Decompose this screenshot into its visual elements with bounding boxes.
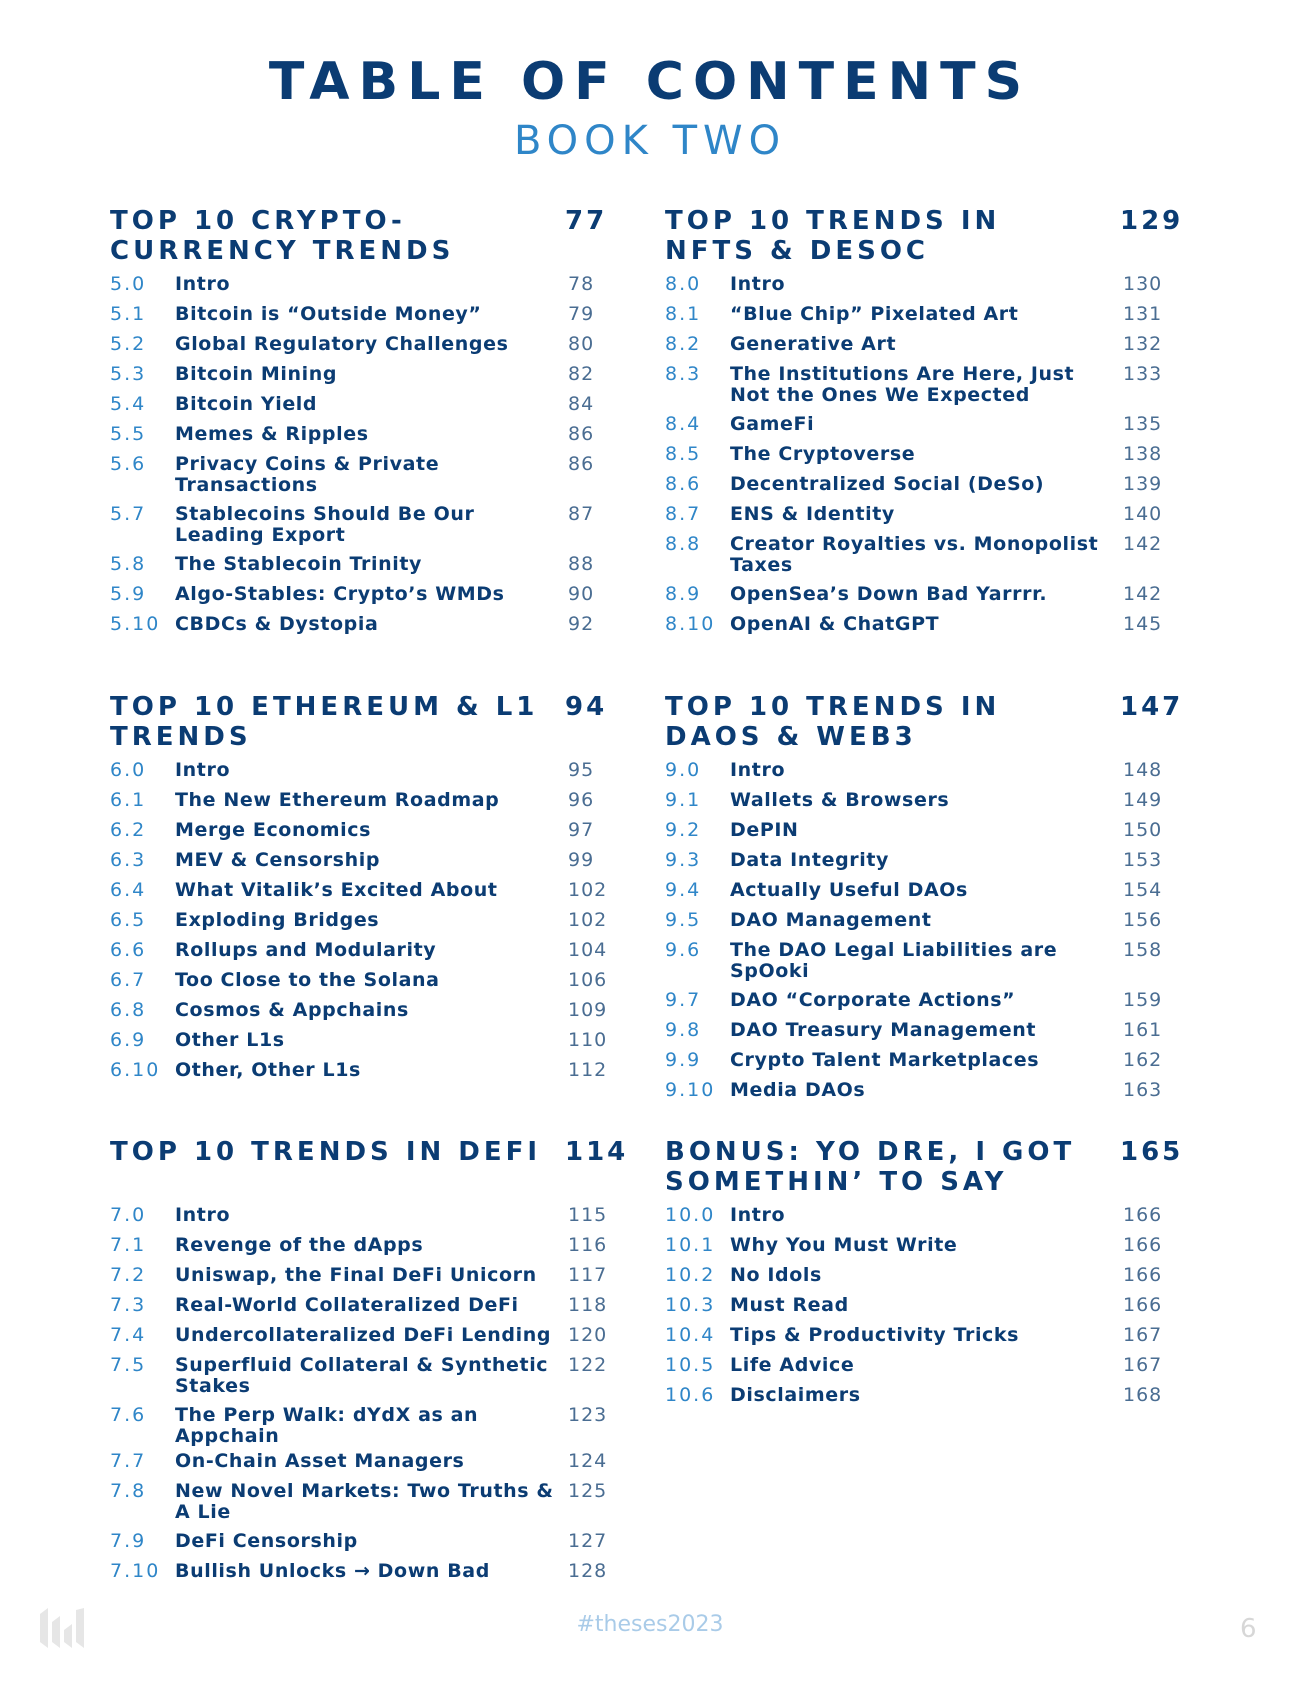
entry-label: DePIN bbox=[730, 819, 799, 841]
toc-section-nfts bbox=[665, 206, 1185, 640]
entry-page: 127 bbox=[568, 1530, 608, 1552]
toc-entry bbox=[110, 300, 630, 330]
entry-label: No Idols bbox=[730, 1264, 822, 1286]
toc-entry bbox=[665, 816, 1185, 846]
toc-entry bbox=[110, 996, 630, 1026]
section-title: TOP 10 ETHEREUM & L1 TRENDS bbox=[110, 692, 539, 752]
entry-page: 135 bbox=[1123, 413, 1163, 435]
entry-page: 138 bbox=[1123, 443, 1163, 465]
entry-label: Intro bbox=[730, 759, 786, 781]
entry-page: 153 bbox=[1123, 849, 1163, 871]
entry-number: 9.5 bbox=[665, 909, 702, 931]
entry-page: 78 bbox=[568, 273, 595, 295]
entry-number: 10.2 bbox=[665, 1264, 716, 1286]
entry-label: The Institutions Are Here, Just Not the Ones We Expected bbox=[730, 363, 1075, 406]
entry-label: Life Advice bbox=[730, 1354, 855, 1376]
entry-label: Bitcoin Yield bbox=[175, 393, 318, 415]
entry-label: Actually Useful DAOs bbox=[730, 879, 968, 901]
toc-entry bbox=[110, 1557, 630, 1587]
entry-number: 7.7 bbox=[110, 1450, 147, 1472]
entry-number: 6.10 bbox=[110, 1059, 161, 1081]
entry-number: 5.10 bbox=[110, 613, 161, 635]
section-page: 129 bbox=[1120, 206, 1184, 236]
entry-number: 9.9 bbox=[665, 1049, 702, 1071]
entry-label: DeFi Censorship bbox=[175, 1530, 358, 1552]
entry-number: 8.5 bbox=[665, 443, 702, 465]
toc-entry bbox=[110, 1527, 630, 1557]
entry-label: DAO Treasury Management bbox=[730, 1019, 1037, 1041]
toc-section-crypto bbox=[110, 206, 630, 640]
entry-page: 84 bbox=[568, 393, 595, 415]
entry-page: 109 bbox=[568, 999, 608, 1021]
entry-number: 5.8 bbox=[110, 553, 147, 575]
entry-label: Privacy Coins & Private Transactions bbox=[175, 453, 440, 496]
toc-entry bbox=[665, 1046, 1185, 1076]
toc-entry bbox=[665, 440, 1185, 470]
entry-label: Bitcoin is “Outside Money” bbox=[175, 303, 482, 325]
entry-number: 8.0 bbox=[665, 273, 702, 295]
toc-entry bbox=[110, 936, 630, 966]
toc-entry bbox=[110, 500, 630, 550]
entry-label: Too Close to the Solana bbox=[175, 969, 440, 991]
toc-entry bbox=[110, 786, 630, 816]
entry-label: Wallets & Browsers bbox=[730, 789, 950, 811]
entry-page: 99 bbox=[568, 849, 595, 871]
toc-entry bbox=[665, 330, 1185, 360]
entry-page: 80 bbox=[568, 333, 595, 355]
entry-number: 5.6 bbox=[110, 453, 147, 475]
entry-number: 7.6 bbox=[110, 1404, 147, 1426]
entry-number: 7.1 bbox=[110, 1234, 147, 1256]
toc-entry bbox=[665, 1321, 1185, 1351]
entry-page: 161 bbox=[1123, 1019, 1163, 1041]
entry-page: 92 bbox=[568, 613, 595, 635]
entry-number: 6.6 bbox=[110, 939, 147, 961]
entry-page: 163 bbox=[1123, 1079, 1163, 1101]
entry-label: The Perp Walk: dYdX as an Appchain bbox=[175, 1404, 479, 1447]
toc-entry bbox=[665, 470, 1185, 500]
entry-page: 131 bbox=[1123, 303, 1163, 325]
toc-entry bbox=[110, 966, 630, 996]
section-title: TOP 10 TRENDS IN NFTS & DESOC bbox=[665, 206, 1001, 266]
entry-page: 116 bbox=[568, 1234, 608, 1256]
toc-entry bbox=[110, 610, 630, 640]
entry-page: 102 bbox=[568, 909, 608, 931]
entry-number: 7.2 bbox=[110, 1264, 147, 1286]
entry-number: 9.4 bbox=[665, 879, 702, 901]
entry-label: Other L1s bbox=[175, 1029, 285, 1051]
entry-label: Intro bbox=[730, 273, 786, 295]
toc-section-daos bbox=[665, 692, 1185, 1106]
entry-page: 79 bbox=[568, 303, 595, 325]
entry-page: 166 bbox=[1123, 1264, 1163, 1286]
entry-number: 7.9 bbox=[110, 1530, 147, 1552]
toc-entry bbox=[110, 756, 630, 786]
entry-number: 8.6 bbox=[665, 473, 702, 495]
entry-page: 123 bbox=[568, 1404, 608, 1426]
entry-number: 7.5 bbox=[110, 1354, 147, 1376]
entry-number: 9.7 bbox=[665, 989, 702, 1011]
page-title: TABLE OF CONTENTS bbox=[268, 52, 1032, 112]
entry-label: Superfluid Collateral & Synthetic Stakes bbox=[175, 1354, 549, 1397]
entry-label: Other, Other L1s bbox=[175, 1059, 361, 1081]
entry-number: 10.4 bbox=[665, 1324, 716, 1346]
entry-number: 9.0 bbox=[665, 759, 702, 781]
entry-number: 7.10 bbox=[110, 1560, 161, 1582]
entry-label: OpenSea’s Down Bad Yarrrr. bbox=[730, 583, 1048, 605]
entry-page: 120 bbox=[568, 1324, 608, 1346]
toc-entry bbox=[110, 390, 630, 420]
entry-number: 10.1 bbox=[665, 1234, 716, 1256]
entry-page: 142 bbox=[1123, 583, 1163, 605]
entry-label: Crypto Talent Marketplaces bbox=[730, 1049, 1040, 1071]
entry-page: 112 bbox=[568, 1059, 608, 1081]
toc-entry bbox=[665, 610, 1185, 640]
toc-entry bbox=[110, 816, 630, 846]
entry-page: 125 bbox=[568, 1480, 608, 1502]
entry-page: 117 bbox=[568, 1264, 608, 1286]
entry-page: 82 bbox=[568, 363, 595, 385]
entry-label: Disclaimers bbox=[730, 1384, 861, 1406]
entry-page: 128 bbox=[568, 1560, 608, 1582]
entry-number: 5.2 bbox=[110, 333, 147, 355]
toc-entry bbox=[110, 270, 630, 300]
toc-entry-list bbox=[665, 756, 1185, 1106]
entry-page: 166 bbox=[1123, 1294, 1163, 1316]
entry-label: Exploding Bridges bbox=[175, 909, 380, 931]
toc-entry bbox=[665, 360, 1185, 410]
entry-number: 6.8 bbox=[110, 999, 147, 1021]
entry-label: Creator Royalties vs. Monopolist Taxes bbox=[730, 533, 1099, 576]
entry-page: 118 bbox=[568, 1294, 608, 1316]
entry-label: Stablecoins Should Be Our Leading Export bbox=[175, 503, 475, 546]
toc-entry bbox=[110, 1291, 630, 1321]
entry-number: 8.9 bbox=[665, 583, 702, 605]
entry-page: 168 bbox=[1123, 1384, 1163, 1406]
entry-number: 10.0 bbox=[665, 1204, 716, 1226]
entry-number: 10.3 bbox=[665, 1294, 716, 1316]
entry-page: 97 bbox=[568, 819, 595, 841]
entry-page: 154 bbox=[1123, 879, 1163, 901]
entry-label: MEV & Censorship bbox=[175, 849, 381, 871]
entry-page: 132 bbox=[1123, 333, 1163, 355]
entry-number: 5.5 bbox=[110, 423, 147, 445]
section-page: 94 bbox=[565, 692, 608, 722]
toc-entry bbox=[665, 1381, 1185, 1411]
toc-entry bbox=[665, 500, 1185, 530]
entry-number: 9.1 bbox=[665, 789, 702, 811]
entry-label: Intro bbox=[175, 1204, 231, 1226]
toc-entry bbox=[665, 410, 1185, 440]
section-title: TOP 10 CRYPTO-CURRENCY TRENDS bbox=[110, 206, 455, 266]
entry-number: 6.0 bbox=[110, 759, 147, 781]
toc-entry bbox=[665, 1016, 1185, 1046]
section-page: 114 bbox=[565, 1137, 629, 1167]
entry-label: Media DAOs bbox=[730, 1079, 866, 1101]
entry-label: Bitcoin Mining bbox=[175, 363, 338, 385]
entry-label: Why You Must Write bbox=[730, 1234, 958, 1256]
entry-page: 87 bbox=[568, 503, 595, 525]
entry-number: 8.7 bbox=[665, 503, 702, 525]
entry-number: 9.3 bbox=[665, 849, 702, 871]
toc-entry bbox=[665, 1291, 1185, 1321]
toc-entry bbox=[110, 420, 630, 450]
entry-label: Rollups and Modularity bbox=[175, 939, 437, 961]
entry-number: 6.9 bbox=[110, 1029, 147, 1051]
entry-label: CBDCs & Dystopia bbox=[175, 613, 379, 635]
toc-entry-list bbox=[110, 1201, 630, 1587]
entry-page: 162 bbox=[1123, 1049, 1163, 1071]
toc-entry bbox=[665, 530, 1185, 580]
entry-number: 10.5 bbox=[665, 1354, 716, 1376]
entry-number: 9.10 bbox=[665, 1079, 716, 1101]
entry-label: Decentralized Social (DeSo) bbox=[730, 473, 1045, 495]
toc-entry bbox=[110, 330, 630, 360]
entry-page: 139 bbox=[1123, 473, 1163, 495]
toc-entry bbox=[665, 270, 1185, 300]
entry-number: 7.3 bbox=[110, 1294, 147, 1316]
toc-entry bbox=[665, 906, 1185, 936]
toc-entry bbox=[665, 1231, 1185, 1261]
entry-label: Uniswap, the Final DeFi Unicorn bbox=[175, 1264, 537, 1286]
entry-label: The Stablecoin Trinity bbox=[175, 553, 423, 575]
toc-entry bbox=[110, 1026, 630, 1056]
entry-page: 149 bbox=[1123, 789, 1163, 811]
entry-page: 115 bbox=[568, 1204, 608, 1226]
section-page: 165 bbox=[1120, 1137, 1184, 1167]
entry-page: 102 bbox=[568, 879, 608, 901]
section-title: TOP 10 TRENDS IN DEFI bbox=[110, 1137, 542, 1167]
entry-page: 104 bbox=[568, 939, 608, 961]
entry-number: 5.1 bbox=[110, 303, 147, 325]
entry-number: 8.2 bbox=[665, 333, 702, 355]
entry-label: New Novel Markets: Two Truths & A Lie bbox=[175, 1480, 554, 1523]
entry-label: What Vitalik’s Excited About bbox=[175, 879, 498, 901]
entry-page: 96 bbox=[568, 789, 595, 811]
entry-label: Algo-Stables: Crypto’s WMDs bbox=[175, 583, 505, 605]
toc-entry bbox=[665, 1261, 1185, 1291]
entry-label: On-Chain Asset Managers bbox=[175, 1450, 465, 1472]
entry-label: “Blue Chip” Pixelated Art bbox=[730, 303, 1019, 325]
entry-page: 133 bbox=[1123, 363, 1163, 385]
entry-number: 8.8 bbox=[665, 533, 702, 555]
entry-page: 122 bbox=[568, 1354, 608, 1376]
toc-entry bbox=[665, 300, 1185, 330]
toc-section-ethereum bbox=[110, 692, 630, 1086]
entry-number: 5.7 bbox=[110, 503, 147, 525]
entry-page: 166 bbox=[1123, 1234, 1163, 1256]
entry-number: 5.4 bbox=[110, 393, 147, 415]
entry-number: 6.3 bbox=[110, 849, 147, 871]
entry-label: Bullish Unlocks → Down Bad bbox=[175, 1560, 490, 1582]
entry-page: 95 bbox=[568, 759, 595, 781]
entry-number: 7.0 bbox=[110, 1204, 147, 1226]
toc-entry bbox=[110, 1477, 630, 1527]
entry-number: 7.4 bbox=[110, 1324, 147, 1346]
entry-number: 10.6 bbox=[665, 1384, 716, 1406]
entry-label: Real-World Collateralized DeFi bbox=[175, 1294, 519, 1316]
entry-page: 140 bbox=[1123, 503, 1163, 525]
entry-page: 159 bbox=[1123, 989, 1163, 1011]
entry-page: 90 bbox=[568, 583, 595, 605]
toc-section-defi bbox=[110, 1137, 630, 1587]
entry-label: GameFi bbox=[730, 413, 815, 435]
entry-label: Cosmos & Appchains bbox=[175, 999, 409, 1021]
toc-entry-list bbox=[110, 270, 630, 640]
entry-page: 110 bbox=[568, 1029, 608, 1051]
entry-label: Tips & Productivity Tricks bbox=[730, 1324, 1020, 1346]
entry-number: 6.4 bbox=[110, 879, 147, 901]
entry-label: Global Regulatory Challenges bbox=[175, 333, 509, 355]
entry-label: Must Read bbox=[730, 1294, 849, 1316]
toc-entry bbox=[110, 1231, 630, 1261]
entry-number: 6.2 bbox=[110, 819, 147, 841]
toc-section-bonus bbox=[665, 1137, 1185, 1411]
entry-page: 130 bbox=[1123, 273, 1163, 295]
entry-label: Intro bbox=[730, 1204, 786, 1226]
entry-page: 156 bbox=[1123, 909, 1163, 931]
toc-entry bbox=[665, 756, 1185, 786]
toc-entry bbox=[665, 986, 1185, 1016]
toc-entry bbox=[110, 450, 630, 500]
entry-number: 8.3 bbox=[665, 363, 702, 385]
toc-entry bbox=[110, 360, 630, 390]
toc-entry bbox=[110, 1201, 630, 1231]
entry-label: Undercollateralized DeFi Lending bbox=[175, 1324, 552, 1346]
entry-number: 6.1 bbox=[110, 789, 147, 811]
entry-label: The Cryptoverse bbox=[730, 443, 916, 465]
toc-entry bbox=[665, 1076, 1185, 1106]
entry-page: 106 bbox=[568, 969, 608, 991]
entry-page: 150 bbox=[1123, 819, 1163, 841]
entry-page: 88 bbox=[568, 553, 595, 575]
entry-page: 86 bbox=[568, 453, 595, 475]
entry-page: 158 bbox=[1123, 939, 1163, 961]
entry-label: DAO Management bbox=[730, 909, 932, 931]
toc-entry bbox=[110, 876, 630, 906]
toc-entry bbox=[665, 846, 1185, 876]
toc-entry bbox=[110, 1261, 630, 1291]
entry-label: DAO “Corporate Actions” bbox=[730, 989, 1016, 1011]
entry-label: Revenge of the dApps bbox=[175, 1234, 424, 1256]
section-title: TOP 10 TRENDS IN DAOS & WEB3 bbox=[665, 692, 1001, 752]
entry-page: 142 bbox=[1123, 533, 1163, 555]
section-title: BONUS: YO DRE, I GOT SOMETHIN’ TO SAY bbox=[665, 1137, 1076, 1197]
toc-entry-list bbox=[665, 1201, 1185, 1411]
entry-page: 148 bbox=[1123, 759, 1163, 781]
toc-entry bbox=[110, 580, 630, 610]
toc-entry bbox=[110, 1447, 630, 1477]
section-page: 147 bbox=[1120, 692, 1184, 722]
entry-number: 6.7 bbox=[110, 969, 147, 991]
toc-entry-list bbox=[665, 270, 1185, 640]
entry-number: 9.8 bbox=[665, 1019, 702, 1041]
entry-number: 6.5 bbox=[110, 909, 147, 931]
entry-label: Generative Art bbox=[730, 333, 897, 355]
entry-label: Intro bbox=[175, 759, 231, 781]
entry-number: 5.3 bbox=[110, 363, 147, 385]
toc-entry-list bbox=[110, 756, 630, 1086]
entry-number: 5.9 bbox=[110, 583, 147, 605]
entry-number: 8.4 bbox=[665, 413, 702, 435]
toc-entry bbox=[665, 936, 1185, 986]
toc-entry bbox=[665, 876, 1185, 906]
entry-page: 86 bbox=[568, 423, 595, 445]
toc-entry bbox=[665, 1201, 1185, 1231]
toc-entry bbox=[665, 1351, 1185, 1381]
entry-page: 167 bbox=[1123, 1354, 1163, 1376]
footer-hashtag: #theses2023 bbox=[576, 1612, 724, 1637]
toc-entry bbox=[110, 1321, 630, 1351]
page-subtitle: BOOK TWO bbox=[513, 118, 787, 164]
entry-number: 7.8 bbox=[110, 1480, 147, 1502]
entry-label: Data Integrity bbox=[730, 849, 890, 871]
toc-entry bbox=[110, 906, 630, 936]
entry-number: 9.2 bbox=[665, 819, 702, 841]
toc-entry bbox=[110, 550, 630, 580]
toc-entry bbox=[110, 1401, 630, 1447]
entry-label: Intro bbox=[175, 273, 231, 295]
toc-entry bbox=[110, 1056, 630, 1086]
toc-entry bbox=[665, 786, 1185, 816]
entry-label: OpenAI & ChatGPT bbox=[730, 613, 940, 635]
entry-page: 167 bbox=[1123, 1324, 1163, 1346]
entry-number: 5.0 bbox=[110, 273, 147, 295]
entry-label: The New Ethereum Roadmap bbox=[175, 789, 500, 811]
entry-number: 9.6 bbox=[665, 939, 702, 961]
toc-entry bbox=[110, 1351, 630, 1401]
entry-label: Memes & Ripples bbox=[175, 423, 369, 445]
entry-label: Merge Economics bbox=[175, 819, 372, 841]
toc-entry bbox=[665, 580, 1185, 610]
entry-page: 145 bbox=[1123, 613, 1163, 635]
entry-label: ENS & Identity bbox=[730, 503, 895, 525]
toc-entry bbox=[110, 846, 630, 876]
entry-number: 8.1 bbox=[665, 303, 702, 325]
entry-number: 8.10 bbox=[665, 613, 716, 635]
entry-page: 124 bbox=[568, 1450, 608, 1472]
entry-page: 166 bbox=[1123, 1204, 1163, 1226]
entry-label: The DAO Legal Liabilities are SpOoki bbox=[730, 939, 1058, 982]
section-page: 77 bbox=[565, 206, 608, 236]
footer-page-number: 6 bbox=[1240, 1614, 1257, 1644]
